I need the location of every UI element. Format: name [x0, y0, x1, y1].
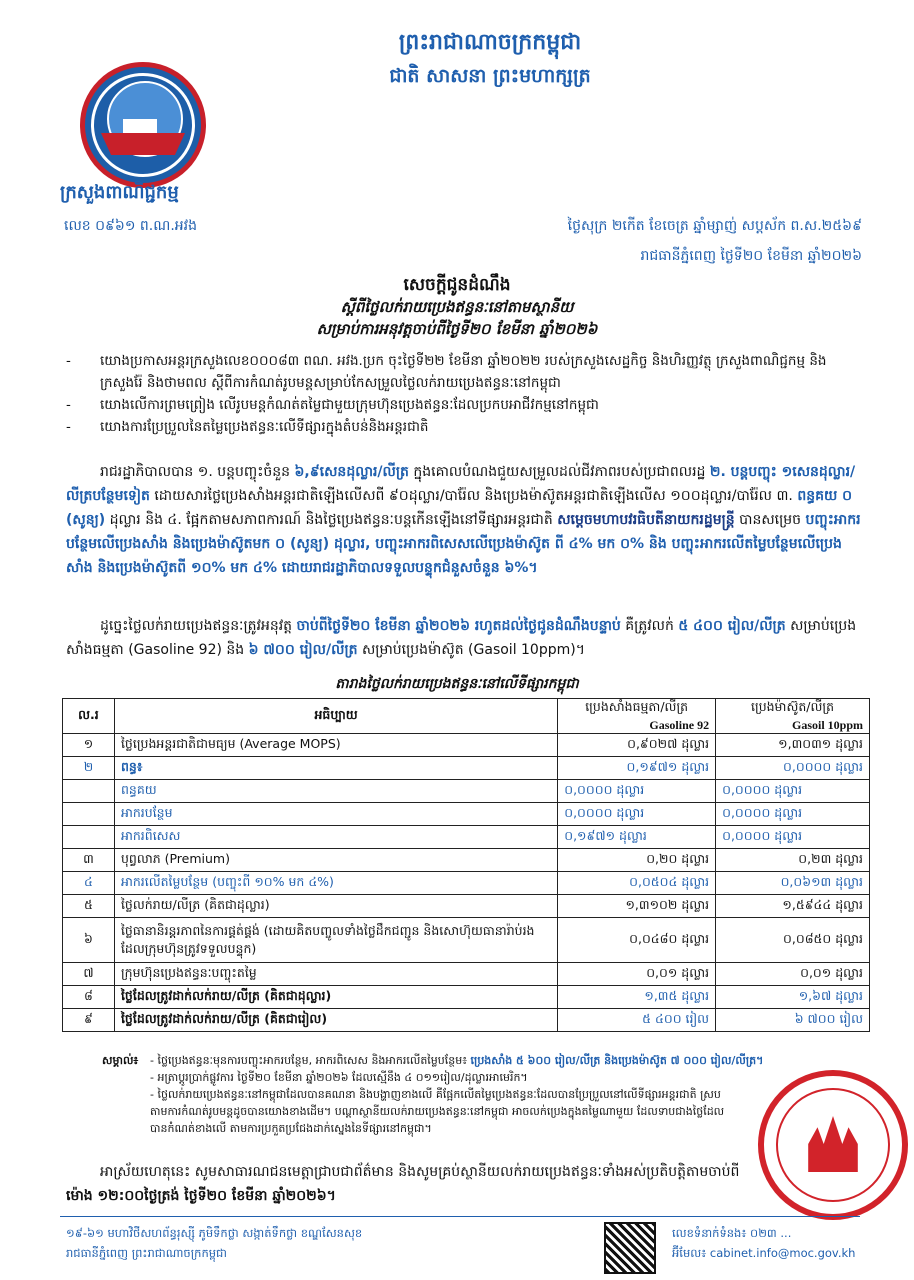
row-gasoil-value: ០,០៨៥០ ដុល្លារ: [716, 918, 870, 963]
qr-code-icon[interactable]: [604, 1222, 656, 1274]
closing-text: អាស្រ័យហេតុនេះ សូមសាធារណជនមេត្តាជ្រាបជាព័ត៌មាន និងសូមគ្រប់ស្ថានីយលក់រាយប្រេងឥន្ធនៈទាំងអស់ប្រតិបត្តិតាមចាប់ពី: [100, 1164, 740, 1180]
row-no-empty: [63, 803, 115, 826]
row-no-empty: [63, 780, 115, 803]
table-row: [63, 895, 870, 918]
table-row: [63, 918, 870, 963]
row-desc: ថ្លៃធានានិរន្តរភាពនៃការផ្គត់ផ្គង់ (ដោយគិតបញ្ចូលទាំងថ្លៃដឹកជញ្ជូន និងសោហ៊ុយធានារ៉ាប់រងដែលក្រុមហ៊ុនត្រូវទទួលបន្ទុក): [114, 918, 557, 963]
row-desc: ថ្លៃប្រេងអន្តរជាតិជាមធ្យម (Average MOPS): [114, 734, 557, 757]
row-no: ៣: [63, 849, 115, 872]
row-desc: ថ្លៃដែលត្រូវដាក់លក់រាយ/លីត្រ (គិតជារៀល): [114, 1009, 557, 1032]
footer-phone: លេខទំនាក់ទំនង៖ ០២៣ ...: [672, 1226, 792, 1240]
row-desc: អាករពិសេស: [114, 826, 557, 849]
para-text: ដូច្នេះថ្លៃលក់រាយប្រេងឥន្ធនៈត្រូវអនុវត្ត: [100, 618, 297, 634]
table-row: [63, 826, 870, 849]
row-gasoil-value: ០,០១ ដុល្លារ: [716, 963, 870, 986]
row-no: ៤: [63, 872, 115, 895]
para-text: សម្រាប់ប្រេងម៉ាស៊ូត (Gasoil 10ppm)។: [357, 642, 585, 658]
notice-title: សេចក្តីជូនដំណឹង: [403, 275, 511, 295]
header-description: អធិប្បាយ: [114, 699, 557, 734]
lunar-date: ថ្ងៃសុក្រ ២កើត ខែចេត្រ ឆ្នាំម្សាញ់ សប្តស័ក ព.ស.២៥៦៩: [567, 218, 862, 234]
footer-email[interactable]: អ៊ីមែល៖ cabinet.info@moc.gov.kh: [672, 1246, 856, 1260]
para-highlight: ចាប់ពីថ្ងៃទី២០ ខែមីនា ឆ្នាំ២០២៦ រហូតដល់ថ្ងៃជូនដំណឹងបន្ទាប់: [296, 618, 621, 634]
ministry-logo-icon: [80, 62, 206, 188]
para-highlight: ៥ ៤០០ រៀល/លីត្រ: [678, 618, 786, 634]
row-gasoline-value: ១,៣៥ ដុល្លារ: [558, 986, 716, 1009]
row-desc: ពន្ធគយ: [114, 780, 557, 803]
row-desc: ថ្លៃលក់រាយ/លីត្រ (គិតជាដុល្លារ): [114, 895, 557, 918]
row-desc: បុព្វលាភ (Premium): [114, 849, 557, 872]
row-gasoil-value: ០,០០០០ ដុល្លារ: [716, 780, 870, 803]
row-gasoline-value: ៥ ៤០០ រៀល: [558, 1009, 716, 1032]
notes-section: សម្គាល់៖ - ថ្លៃប្រេងឥន្ធនៈមុនការបញ្ចុះអាករបន្ថែម, អាករពិសេស និងអាករលើតម្លៃបន្ថែម៖ ប្រេងសាំង ៥ ៦០០ រៀល/លីត្រ និងប្រេងម៉ាស៊ូត ៧ ០០០ រៀល/លីត្រ។ - អត្រាប្តូរប្រាក់ផ្លូវការ ថ្ងៃទី២០ ខែមីនា ឆ្នាំ២០២៦ ដែលស្មើនឹង ៤ ០១១រៀល/ដុល្លារអាមេរិក។ - ថ្លៃលក់រាយប្រេងឥន្ធនៈនៅកម្ពុជាដែលបានគណនា និងបង្ហាញខាងលើ គឺផ្អែកលើតម្លៃប្រេងឥន្ធនៈដែលបានប្រែប្រួលនៅលើទីផ្សារអន្តរជាតិ ស្របតាមការកំណត់រូបមន្តដូចបានយោងខាងដើម។ បណ្តាស្ថានីយលក់រាយប្រេងឥន្ធនៈនៅកម្ពុជា អាចលក់ប្រេងក្នុងតម្លៃណាមួយ ដែលទាបជាងថ្លៃដែលបានកំណត់ខាងលើ តាមការប្រកួតប្រជែងដាក់ស្នេងនៃទីផ្សារនៅកម្ពុជា។: [102, 1054, 764, 1135]
row-desc: អាករបន្ថែម: [114, 803, 557, 826]
row-gasoil-value: ១,៥៩៤៤ ដុល្លារ: [716, 895, 870, 918]
table-row: [63, 963, 870, 986]
para-text: បានសម្រេច: [734, 512, 806, 528]
row-desc: ថ្លៃដែលត្រូវដាក់លក់រាយ/លីត្រ (គិតជាដុល្លារ): [114, 986, 557, 1009]
note-text: ថ្លៃប្រេងឥន្ធនៈមុនការបញ្ចុះអាករបន្ថែម, អាករពិសេស និងអាករលើតម្លៃបន្ថែម៖: [157, 1054, 471, 1067]
prime-minister-title: សម្តេចមហាបវរធិបតីនាយករដ្ឋមន្ត្រី: [557, 512, 735, 528]
table-row: [63, 872, 870, 895]
decision-paragraph: [66, 460, 866, 580]
reference-text: យោងប្រកាសអន្តរក្រសួងលេខ០០០៨៣ ពណ. អវង.ប្រក ចុះថ្ងៃទី២២ ខែមីនា ឆ្នាំ២០២២ របស់ក្រសួងសេដ្ឋកិច្ច និងហិរញ្ញវត្ថុ ក្រសួងពាណិជ្ជកម្ម និងក្រសួងរ៉ែ និងថាមពល ស្តីពីការកំណត់រូបមន្តសម្រាប់កែសម្រួលថ្លៃលក់រាយប្រេងឥន្ធនៈនៅកម្ពុជា: [100, 353, 827, 391]
para-highlight: ពន្ធគយ ០ (សូន្យ): [66, 488, 853, 528]
table-row: [63, 849, 870, 872]
row-no: ៧: [63, 963, 115, 986]
para-text: រាជរដ្ឋាភិបាលបាន ១. បន្តបញ្ចុះចំនួន: [100, 464, 295, 480]
header-gasoline-en: Gasoline 92: [649, 718, 710, 732]
para-text: ដោយសារថ្លៃប្រេងសាំងអន្តរជាតិឡើងលើសពី ៩០ដុល្លារ/បារ៉ែល និងប្រេងម៉ាស៊ូតអន្តរជាតិឡើងលើស ១០០ដុល្លារ/បារ៉ែល ៣.: [149, 488, 798, 504]
row-desc: ក្រុមហ៊ុនប្រេងឥន្ធនៈបញ្ចុះតម្លៃ: [114, 963, 557, 986]
footer-address-line2: រាជធានីភ្នំពេញ ព្រះរាជាណាចក្រកម្ពុជា: [66, 1246, 227, 1260]
row-gasoil-value: ០,២៣ ដុល្លារ: [716, 849, 870, 872]
row-gasoil-value: ០,០០០០ ដុល្លារ: [716, 826, 870, 849]
row-no: ២: [63, 757, 115, 780]
list-item: - យោងលើការព្រមព្រៀង លើរូបមន្តកំណត់តម្លៃជាមួយក្រុមហ៊ុនប្រេងឥន្ធនៈដែលប្រកបអាជីវកម្មនៅកម្ពុជា: [66, 394, 866, 416]
row-gasoil-value: ៦ ៧០០ រៀល: [716, 1009, 870, 1032]
header-gasoil-en: Gasoil 10ppm: [791, 718, 863, 732]
row-no: ៥: [63, 895, 115, 918]
para-highlight: បញ្ចុះអាករបន្ថែមលើប្រេងសាំង និងប្រេងម៉ាស៊ូតមក ០ (សូន្យ) ដុល្លារ, បញ្ចុះអាករពិសេសលើប្រេងម៉ាស៊ូត ពី ៤% មក ០% និង បញ្ចុះអាករលើតម្លៃបន្ថែមលើប្រេងសាំង និងប្រេងម៉ាស៊ូតពី ១០% មក ៤% ដោយរាជរដ្ឋាភិបាលទទួលបន្ទុកជំនួសចំនួន ៦%។: [66, 512, 861, 576]
reference-number: លេខ ០៩៦១ ព.ណ.អវង: [64, 218, 197, 234]
para-highlight: ៦,៩សេនដុល្លារ/លីត្រ: [294, 464, 409, 480]
row-gasoline-value: ០,៩០២៧ ដុល្លារ: [558, 734, 716, 757]
row-gasoline-value: ០,០០០០ ដុល្លារ: [558, 780, 716, 803]
notice-subtitle: ស្តីពីថ្លៃលក់រាយប្រេងឥន្ធនៈនៅតាមស្ថានីយ: [340, 298, 574, 316]
row-desc: ពន្ធ៖: [114, 757, 557, 780]
header-gasoline: [558, 699, 716, 734]
notes-label: សម្គាល់៖: [102, 1054, 139, 1067]
national-motto: ជាតិ សាសនា ព្រះមហាក្សត្រ: [389, 65, 591, 87]
references-list: [66, 350, 866, 438]
note-text: ថ្លៃលក់រាយប្រេងឥន្ធនៈនៅកម្ពុជាដែលបានគណនា និងបង្ហាញខាងលើ គឺផ្អែកលើតម្លៃប្រេងឥន្ធនៈដែលបានប្រែប្រួលនៅលើទីផ្សារអន្តរជាតិ ស្របតាមការកំណត់រូបមន្តដូចបានយោងខាងដើម។ បណ្តាស្ថានីយលក់រាយប្រេងឥន្ធនៈនៅកម្ពុជា អាចលក់ប្រេងក្នុងតម្លៃណាមួយ ដែលទាបជាងថ្លៃដែលបានកំណត់ខាងលើ តាមការប្រកួតប្រជែងដាក់ស្នេងនៃទីផ្សារនៅកម្ពុជា។: [150, 1088, 725, 1135]
fuel-price-table: [62, 698, 870, 1032]
note-highlight: ប្រេងសាំង ៥ ៦០០ រៀល/លីត្រ និងប្រេងម៉ាស៊ូត ៧ ០០០ រៀល/លីត្រ។: [470, 1054, 764, 1067]
row-no: ៦: [63, 918, 115, 963]
row-gasoline-value: ០,០៥០៤ ដុល្លារ: [558, 872, 716, 895]
table-row: [63, 1009, 870, 1032]
official-seal-icon: [758, 1070, 908, 1220]
row-no: ៩: [63, 1009, 115, 1032]
footer-divider: [60, 1216, 860, 1217]
row-gasoil-value: ០,០៦១៣ ដុល្លារ: [716, 872, 870, 895]
note-text: អត្រាប្តូរប្រាក់ផ្លូវការ ថ្ងៃទី២០ ខែមីនា ឆ្នាំ២០២៦ ដែលស្មើនឹង ៤ ០១១រៀល/ដុល្លារអាមេរិក។: [157, 1071, 528, 1084]
list-item: - យោងការប្រែប្រួលនៃតម្លៃប្រេងឥន្ធនៈលើទីផ្សារក្នុងតំបន់និងអន្តរជាតិ: [66, 416, 866, 438]
row-gasoil-value: ០,០០០០ ដុល្លារ: [716, 757, 870, 780]
table-row: [63, 803, 870, 826]
header-gasoil: [716, 699, 870, 734]
table-row: [63, 780, 870, 803]
row-gasoline-value: ១,៣១០២ ដុល្លារ: [558, 895, 716, 918]
reference-text: យោងលើការព្រមព្រៀង លើរូបមន្តកំណត់តម្លៃជាមួយក្រុមហ៊ុនប្រេងឥន្ធនៈដែលប្រកបអាជីវកម្មនៅកម្ពុជា: [100, 397, 599, 413]
table-header-row: [63, 699, 870, 734]
row-gasoil-value: ១,៦៧ ដុល្លារ: [716, 986, 870, 1009]
para-text: ក្នុងគោលបំណងជួយសម្រួលដល់ជីវភាពរបស់ប្រជាពលរដ្ឋ: [408, 464, 710, 480]
row-gasoline-value: ០,០១ ដុល្លារ: [558, 963, 716, 986]
row-gasoil-value: ០,០០០០ ដុល្លារ: [716, 803, 870, 826]
row-gasoline-value: ០,១៩៧១ ដុល្លារ: [558, 826, 716, 849]
para-text: ដុល្លារ និង ៤. ផ្អែកតាមសភាពការណ៍ និងថ្លៃប្រេងឥន្ធនៈបន្តកើនឡើងនៅទីផ្សារអន្តរជាតិ: [105, 512, 558, 528]
footer-address-line1: ១៩-៦១ មហាវិថីសហព័ន្ធរុស្ស៊ី ភូមិទឹកថ្លា សង្កាត់ទឹកថ្លា ខណ្ឌសែនសុខ: [66, 1226, 363, 1240]
table-row: [63, 757, 870, 780]
reference-text: យោងការប្រែប្រួលនៃតម្លៃប្រេងឥន្ធនៈលើទីផ្សារក្នុងតំបន់និងអន្តរជាតិ: [100, 419, 429, 435]
header-gasoil-kh: ប្រេងម៉ាស៊ូត/លីត្រ: [751, 699, 835, 714]
kingdom-title: ព្រះរាជាណាចក្រកម្ពុជា: [398, 29, 582, 55]
para-highlight: ២. បន្តបញ្ចុះ ១សេនដុល្លារ/លីត្របន្ថែមទៀត: [66, 464, 856, 504]
notice-effective-date: សម្រាប់ការអនុវត្តចាប់ពីថ្ងៃទី២០ ខែមីនា ឆ្នាំ២០២៦: [316, 320, 598, 338]
closing-paragraph: [66, 1160, 866, 1208]
row-desc: អាករលើតម្លៃបន្ថែម (បញ្ចុះពី ១០% មក ៤%): [114, 872, 557, 895]
table-row: [63, 734, 870, 757]
para-highlight: ៦ ៧០០ រៀល/លីត្រ: [248, 642, 358, 658]
price-paragraph: [66, 614, 866, 662]
closing-time: ម៉ោង ១២:០០ថ្ងៃត្រង់ ថ្ងៃទី២០ ខែមីនា ឆ្នាំ២០២៦។: [66, 1188, 336, 1204]
row-no-empty: [63, 826, 115, 849]
row-gasoline-value: ០,០៤៨០ ដុល្លារ: [558, 918, 716, 963]
row-gasoline-value: ០,០០០០ ដុល្លារ: [558, 803, 716, 826]
para-text: គឺត្រូវលក់: [620, 618, 679, 634]
row-no: ៨: [63, 986, 115, 1009]
table-caption: តារាងថ្លៃលក់រាយប្រេងឥន្ធនៈនៅលើទីផ្សារកម្ពុជា: [335, 676, 579, 692]
header-no: ល.រ: [63, 699, 115, 734]
row-no: ១: [63, 734, 115, 757]
table-row: [63, 986, 870, 1009]
list-item: - យោងប្រកាសអន្តរក្រសួងលេខ០០០៨៣ ពណ. អវង.ប្រក ចុះថ្ងៃទី២២ ខែមីនា ឆ្នាំ២០២២ របស់ក្រសួងសេដ្ឋកិច្ច និងហិរញ្ញវត្ថុ ក្រសួងពាណិជ្ជកម្ម និងក្រសួងរ៉ែ និងថាមពល ស្តីពីការកំណត់រូបមន្តសម្រាប់កែសម្រួលថ្លៃលក់រាយប្រេងឥន្ធនៈនៅកម្ពុជា: [66, 350, 866, 394]
para-text: សម្រាប់ប្រេងសាំងធម្មតា (Gasoline 92) និង: [66, 618, 857, 658]
header-gasoline-kh: ប្រេងសាំងធម្មតា/លីត្រ: [585, 699, 689, 714]
place-date: រាជធានីភ្នំពេញ ថ្ងៃទី២០ ខែមីនា ឆ្នាំ២០២៦: [640, 248, 862, 264]
row-gasoline-value: ០,១៩៧១ ដុល្លារ: [558, 757, 716, 780]
row-gasoil-value: ១,៣០៣១ ដុល្លារ: [716, 734, 870, 757]
row-gasoline-value: ០,២០ ដុល្លារ: [558, 849, 716, 872]
ministry-name: ក្រសួងពាណិជ្ជកម្ម: [60, 182, 179, 203]
